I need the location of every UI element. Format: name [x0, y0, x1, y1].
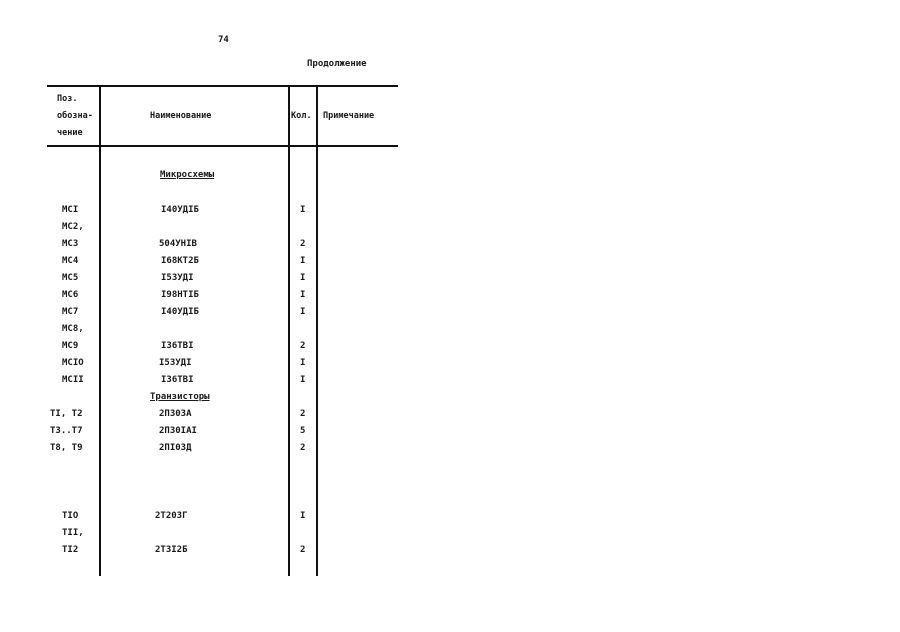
column-divider-name: [288, 86, 290, 576]
row-quantity: I: [300, 375, 306, 385]
row-position: МС6: [62, 290, 79, 300]
row-name: 504УНIВ: [159, 239, 197, 249]
row-position: Т3..Т7: [50, 426, 83, 436]
row-name: 2П30IАI: [159, 426, 197, 436]
row-quantity: 2: [300, 545, 306, 555]
row-position: МС7: [62, 307, 79, 317]
row-position: МСI: [62, 205, 79, 215]
row-position: МС2,: [62, 222, 84, 232]
row-position: МС4: [62, 256, 79, 266]
row-name: I40УДIБ: [161, 307, 199, 317]
row-name: I98НТIБ: [161, 290, 199, 300]
row-position: МС8,: [62, 324, 84, 334]
row-quantity: I: [300, 290, 306, 300]
row-name: 2ПI03Д: [159, 443, 192, 453]
row-name: 2Т203Г: [155, 511, 188, 521]
row-quantity: I: [300, 273, 306, 283]
row-position: МС5: [62, 273, 79, 283]
row-position: ТI2: [62, 545, 79, 555]
row-name: I68КТ2Б: [161, 256, 199, 266]
row-quantity: I: [300, 358, 306, 368]
row-name: I36ТВI: [161, 375, 194, 385]
row-quantity: I: [300, 511, 306, 521]
header-position-line3: чение: [57, 128, 83, 138]
header-name: Наименование: [150, 111, 212, 121]
row-name: I36ТВI: [161, 341, 194, 351]
header-note: Примечание: [323, 111, 375, 121]
row-quantity: I: [300, 307, 306, 317]
header-quantity: Кол.: [291, 111, 312, 121]
row-name: I53УДI: [161, 273, 194, 283]
row-name: 2П303А: [159, 409, 192, 419]
row-name: I40УДIБ: [161, 205, 199, 215]
row-position: МСIО: [62, 358, 84, 368]
row-quantity: 2: [300, 443, 306, 453]
column-divider-qty: [316, 86, 318, 576]
row-quantity: 2: [300, 239, 306, 249]
row-position: ТI, Т2: [50, 409, 83, 419]
continuation-label: Продолжение: [307, 59, 367, 69]
header-position-line1: Поз.: [57, 94, 78, 104]
row-position: Т8, Т9: [50, 443, 83, 453]
row-quantity: 2: [300, 409, 306, 419]
section-title-microcircuits: Микросхемы: [160, 170, 215, 180]
page-number: 74: [218, 35, 229, 45]
header-position-line2: обозна-: [57, 111, 93, 121]
row-position: ТII,: [62, 528, 84, 538]
row-quantity: I: [300, 205, 306, 215]
row-name: 2Т3I2Б: [155, 545, 188, 555]
row-position: МС9: [62, 341, 79, 351]
row-quantity: 2: [300, 341, 306, 351]
row-position: ТIО: [62, 511, 79, 521]
section-title-transistors: Транзисторы: [150, 392, 210, 402]
row-quantity: 5: [300, 426, 306, 436]
row-position: МСII: [62, 375, 84, 385]
header-position: [57, 91, 97, 142]
row-name: I53УДI: [159, 358, 192, 368]
row-quantity: I: [300, 256, 306, 266]
column-divider-pos: [99, 86, 101, 576]
row-position: МС3: [62, 239, 79, 249]
